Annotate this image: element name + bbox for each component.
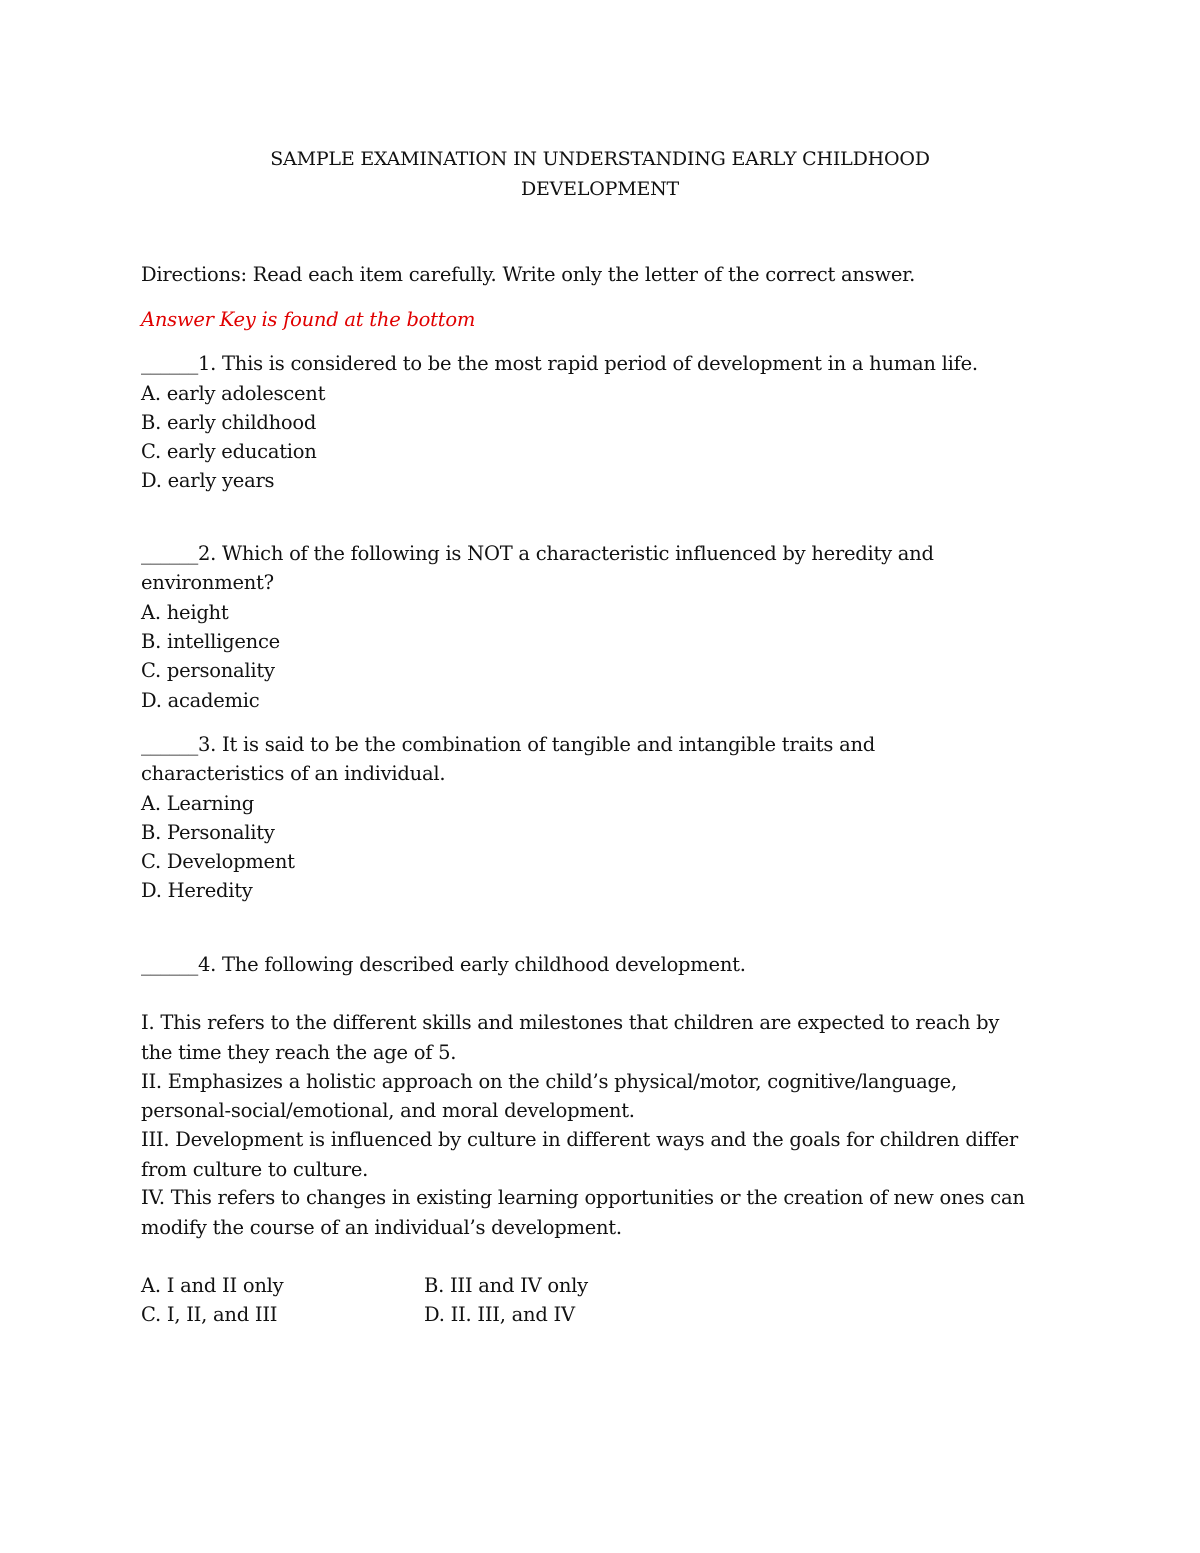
question-3-option-c: C. Development xyxy=(141,850,295,873)
directions: Directions: Read each item carefully. Write only the letter of the correct answer. xyxy=(141,263,916,286)
question-2-option-c: C. personality xyxy=(141,659,275,682)
question-4-option-c: C. I, II, and III xyxy=(141,1303,278,1326)
exam-title-line-2: DEVELOPMENT xyxy=(520,178,680,200)
question-1-stem: ______1. This is considered to be the most rapid period of development in a human life. xyxy=(141,352,978,375)
question-3-option-d: D. Heredity xyxy=(141,879,253,902)
question-4-statement-iv-line-1: IV. This refers to changes in existing learning opportunities or the creation of new ones can xyxy=(141,1186,1025,1209)
question-3-option-b: B. Personality xyxy=(141,821,275,844)
question-1-option-a: A. early adolescent xyxy=(141,382,326,405)
question-2-stem-line-2: environment? xyxy=(141,571,274,594)
question-2-stem-line-1: ______2. Which of the following is NOT a characteristic influenced by heredity and xyxy=(141,542,934,565)
question-1-option-b: B. early childhood xyxy=(141,411,317,434)
question-3-stem-line-2: characteristics of an individual. xyxy=(141,762,446,785)
question-3-stem-line-1: ______3. It is said to be the combination of tangible and intangible traits and xyxy=(141,733,875,756)
question-1-option-d: D. early years xyxy=(141,469,275,492)
question-4-stem: ______4. The following described early childhood development. xyxy=(141,953,746,976)
question-4-statement-ii-line-1: II. Emphasizes a holistic approach on the child’s physical/motor, cognitive/language, xyxy=(141,1070,957,1093)
question-4-statement-i-line-1: I. This refers to the different skills and milestones that children are expected to reach by xyxy=(141,1011,1000,1034)
question-4-option-a: A. I and II only xyxy=(141,1274,284,1297)
question-4-statement-iii-line-1: III. Development is influenced by culture in different ways and the goals for children differ xyxy=(141,1128,1018,1151)
question-4-statement-iii-line-2: from culture to culture. xyxy=(141,1158,369,1181)
question-4-statement-iv-line-2: modify the course of an individual’s development. xyxy=(141,1216,622,1239)
question-4-statement-ii-line-2: personal-social/emotional, and moral development. xyxy=(141,1099,635,1122)
question-2-option-b: B. intelligence xyxy=(141,630,280,653)
question-4-option-d: D. II. III, and IV xyxy=(424,1303,575,1326)
question-2-option-d: D. academic xyxy=(141,689,260,712)
question-2-option-a: A. height xyxy=(141,601,229,624)
question-4-option-b: B. III and IV only xyxy=(424,1274,588,1297)
question-3-option-a: A. Learning xyxy=(141,792,255,815)
question-1-option-c: C. early education xyxy=(141,440,317,463)
answer-key-note: Answer Key is found at the bottom xyxy=(141,308,476,331)
exam-title xyxy=(0,144,1200,204)
exam-title-line-1: SAMPLE EXAMINATION IN UNDERSTANDING EARLY CHILDHOOD xyxy=(270,148,930,170)
question-4-statement-i-line-2: the time they reach the age of 5. xyxy=(141,1041,457,1064)
